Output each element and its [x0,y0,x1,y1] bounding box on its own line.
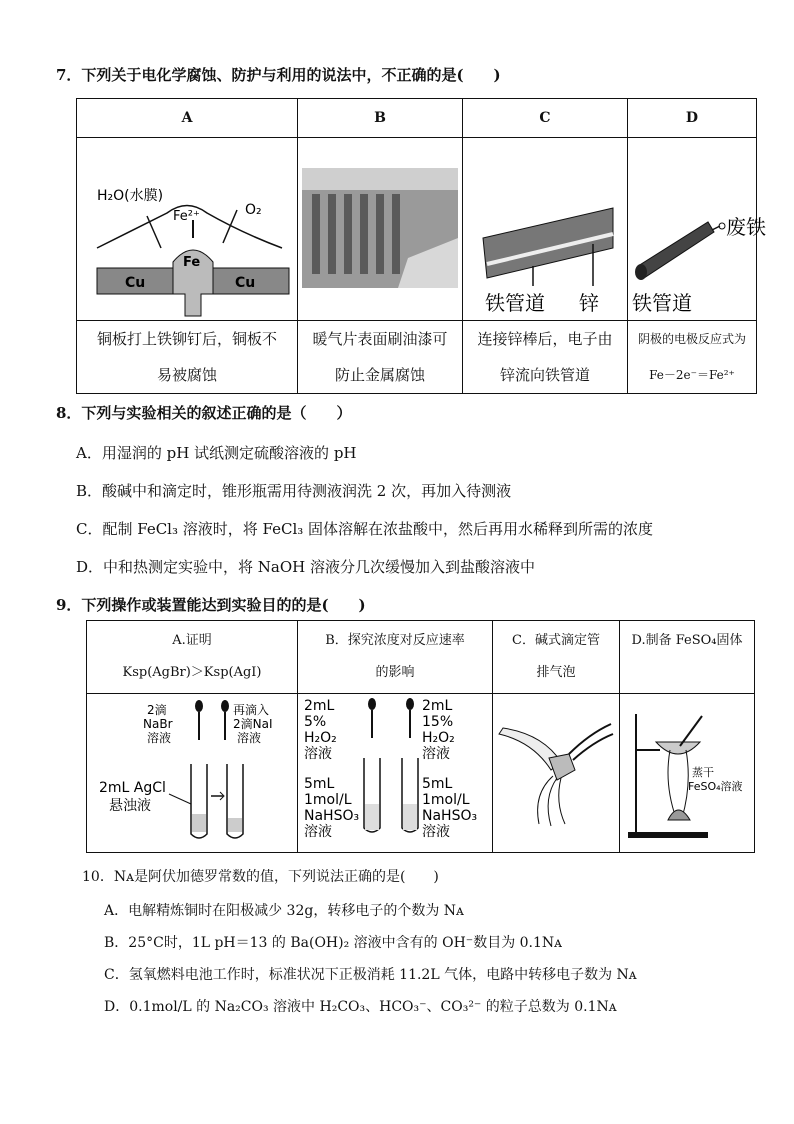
q9-figure-d [620,694,755,853]
drop2-line3: 溶液 [237,731,262,745]
q9-figure-b [298,694,493,853]
q7-desc-b [298,321,463,394]
b-left-line4: 溶液 [304,746,332,762]
q9-header-c-line2: 排气泡 [536,665,576,680]
rate-experiment-diagram [298,694,492,848]
b-right-line2: 15% [422,714,454,730]
oxygen-label: O₂ [245,202,262,218]
b-right2-line4: 溶液 [422,824,450,840]
evaporate-label-line1: 蒸干 [692,766,714,779]
q7-figure-b [298,138,463,321]
q9-figure-a [87,694,298,853]
zinc-label: 锌 [579,291,599,315]
q9-header-b-line2: 的影响 [375,665,415,680]
q7-desc-b-line1: 暖气片表面刷油漆可 [312,330,448,348]
precipitate-diagram [87,694,297,848]
iron-pipe-d-label: 铁管道 [632,291,692,315]
q10-option-d: D．0.1mol/L 的 Na₂CO₃ 溶液中 H₂CO₃、HCO₃⁻、CO₃²⁻ 的粒子总数为 0.1Nᴀ [104,999,617,1015]
evaporation-diagram [620,694,754,848]
q10-stem: 10．Nᴀ是阿伏加德罗常数的值，下列说法正确的是( ) [82,869,439,885]
q7-desc-a [77,321,298,394]
burette-diagram [493,694,619,848]
q7-figure-d [628,138,766,321]
b-right-line1: 2mL [422,698,453,714]
q8-stem: 8．下列与实验相关的叙述正确的是（ ） [56,404,352,422]
q9-header-a-line1: A.证明 [172,633,212,648]
b-left2-line1: 5mL [304,776,335,792]
q7-table [76,98,766,394]
fe-label: Fe [183,255,201,270]
b-left2-line4: 溶液 [304,824,332,840]
q7-header-b: B [298,99,463,138]
q7-desc-c-line2: 锌流向铁管道 [499,366,590,384]
q7-stem: 7．下列关于电化学腐蚀、防护与利用的说法中，不正确的是( ) [56,66,501,84]
fe-ion-label: Fe²⁺ [173,209,200,224]
q8-option-b: B．酸碱中和滴定时，锥形瓶需用待测液润洗 2 次，再加入待测液 [76,482,512,500]
b-right2-line2: 1mol/L [422,792,470,808]
b-right-line4: 溶液 [422,746,450,762]
drop1-line2: NaBr [143,717,173,731]
drop2-line1: 再滴入 [233,703,270,717]
cu-left-label: Cu [125,275,146,291]
agcl-line1: 2mL AgCl [99,780,166,796]
q10-option-a: A．电解精炼铜时在阳极减少 32g，转移电子的个数为 Nᴀ [104,903,464,919]
q8-option-d: D．中和热测定实验中，将 NaOH 溶液分几次缓慢加入到盐酸溶液中 [76,558,536,576]
q7-desc-c-line1: 连接锌棒后，电子由 [477,330,613,348]
q8-option-c: C．配制 FeCl₃ 溶液时，将 FeCl₃ 固体溶解在浓盐酸中，然后再用水稀释到所需的浓度 [76,520,654,538]
q9-stem: 9．下列操作或装置能达到实验目的的是( ) [56,596,366,614]
scrap-iron-label: 废铁 [726,215,766,239]
corrosion-diagram [77,138,297,316]
q9-header-c [493,621,620,694]
q7-desc-d-line2: Fe－2e⁻＝Fe²⁺ [649,368,735,382]
q9-table [86,620,755,853]
b-left-line3: H₂O₂ [304,730,337,746]
q9-header-a [87,621,298,694]
b-right-line3: H₂O₂ [422,730,455,746]
q7-header-c: C [463,99,628,138]
cu-right-label: Cu [235,275,256,291]
q7-desc-c [463,321,628,394]
q9-header-a-line2: Ksp(AgBr)＞Ksp(AgI) [122,665,262,680]
b-right2-line3: NaHSO₃ [422,808,478,824]
q9-header-c-line1: C．碱式滴定管 [512,633,600,648]
evaporate-label-line2: FeSO₄溶液 [688,780,743,793]
zinc-pipe-diagram [463,138,627,316]
radiator-photo [298,138,462,316]
q9-header-b [298,621,493,694]
q7-desc-d [628,321,757,394]
q7-header-d: D [628,99,757,138]
q7-desc-a-line1: 铜板打上铁铆钉后，铜板不 [96,330,277,348]
q7-header-a: A [77,99,298,138]
q10-option-b: B．25°C时，1L pH＝13 的 Ba(OH)₂ 溶液中含有的 OH⁻数目为 0.1Nᴀ [104,935,563,951]
scrap-iron-diagram [628,138,766,316]
q7-figure-c [463,138,628,321]
q8-option-a: A．用湿润的 pH 试纸测定硫酸溶液的 pH [76,444,357,462]
b-left-line2: 5% [304,714,327,730]
q7-desc-b-line2: 防止金属腐蚀 [334,366,425,384]
drop1-line1: 2滴 [147,703,167,717]
q9-figure-c [493,694,620,853]
iron-pipe-label: 铁管道 [485,291,545,315]
drop1-line3: 溶液 [147,731,172,745]
q7-figure-a [77,138,298,321]
q9-header-d: D.制备 FeSO₄固体 [620,621,755,694]
agcl-line2: 悬浊液 [109,798,151,814]
q9-header-b-line1: B．探究浓度对反应速率 [325,633,465,648]
drop2-line2: 2滴NaI [233,717,273,731]
q10-option-c: C．氢氧燃料电池工作时，标准状况下正极消耗 11.2L 气体，电路中转移电子数为 Nᴀ [104,967,637,983]
water-film-label: H₂O(水膜) [97,188,164,204]
q7-desc-a-line2: 易被腐蚀 [156,366,217,384]
b-right2-line1: 5mL [422,776,453,792]
b-left-line1: 2mL [304,698,335,714]
b-left2-line3: NaHSO₃ [304,808,360,824]
q7-desc-d-line1: 阴极的电极反应式为 [637,332,746,346]
b-left2-line2: 1mol/L [304,792,352,808]
